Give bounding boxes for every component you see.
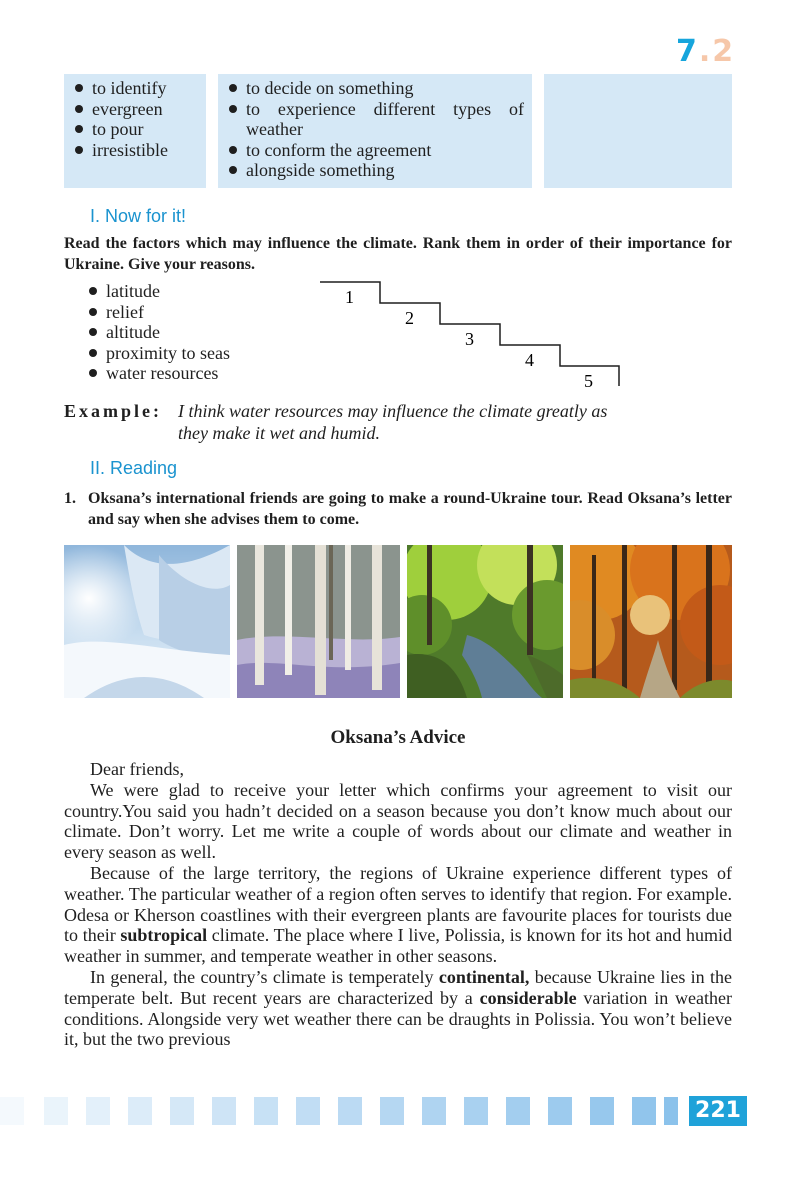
article-title: Oksana’s Advice bbox=[330, 727, 466, 748]
vocab-item: irresistible bbox=[72, 140, 198, 161]
key-term: considerable bbox=[479, 987, 577, 1008]
rank-number: 1 bbox=[345, 287, 354, 307]
section-heading-reading: II. Reading bbox=[90, 458, 178, 478]
vocabulary-box-1 bbox=[64, 74, 206, 188]
factor-list bbox=[88, 281, 230, 384]
photo-autumn-forest bbox=[570, 545, 732, 698]
task-instructions: Read the factors which may influence the climate. Rank them in order of their importance for Ukraine. Give your reasons. bbox=[64, 235, 732, 273]
vocabulary-box-empty bbox=[544, 74, 732, 188]
factor-item: proximity to seas bbox=[88, 343, 230, 364]
vocab-item: to conform the agreement bbox=[226, 140, 524, 161]
example-line-1: I think water resources may influence the climate greatly as bbox=[178, 401, 608, 421]
key-term: continental, bbox=[438, 966, 530, 987]
task-number: 1. bbox=[64, 490, 76, 507]
article-paragraph: We were glad to receive your letter which confirms your agreement to visit our country.You said you hadn’t decided on a season because you don’t know much about our climate. Don’t worry. Let me write a couple of words about our climate and weather in every season as well. bbox=[64, 779, 732, 863]
reading-task-text: Oksana’s international friends are going to make a round-Ukraine tour. Read Oksana’s letter and say when she advises them to come. bbox=[88, 490, 732, 528]
rank-number: 3 bbox=[465, 329, 474, 349]
example-label: Example: bbox=[64, 401, 162, 421]
footer-decoration bbox=[0, 1097, 800, 1125]
page-number: 221 bbox=[689, 1096, 747, 1126]
unit-subnumber: 2 bbox=[712, 34, 736, 69]
unit-dot: . bbox=[698, 34, 713, 69]
article-body bbox=[64, 759, 732, 1050]
rank-number: 4 bbox=[525, 350, 534, 370]
vocab-item: to pour bbox=[72, 119, 198, 140]
unit-number: 7 bbox=[676, 34, 699, 69]
rank-number: 2 bbox=[405, 308, 414, 328]
unit-badge bbox=[676, 34, 735, 69]
factor-item: altitude bbox=[88, 322, 230, 343]
rank-number: 5 bbox=[584, 371, 593, 390]
photo-winter-forest bbox=[64, 545, 230, 698]
factor-item: water resources bbox=[88, 363, 230, 384]
factor-item: relief bbox=[88, 302, 230, 323]
key-term: subtropical bbox=[120, 925, 208, 946]
vocabulary-box-2 bbox=[218, 74, 532, 188]
vocab-item: evergreen bbox=[72, 99, 198, 120]
section-heading-now-for-it: I. Now for it! bbox=[90, 206, 187, 226]
factor-item: latitude bbox=[88, 281, 230, 302]
article-paragraph: In general, the country’s climate is temperately continental, because Ukraine lies in the temperate belt. But recent years are characterized by a considerable variation in weather conditions. Alongside very wet weather there can be draughts in Polissia. You won’t believe it, but the two previous bbox=[64, 966, 733, 1050]
article-paragraph: Because of the large territory, the regions of Ukraine experience different types of weather. The particular weather of a region often serves to identify that region. For example. Odesa or Kherson coastlines with their evergreen plants are favourite places for tourists due to their subtropical climate. The place where I live, Polissia, is known for its hot and humid weather in summer, and temperate weather in other seasons. bbox=[64, 862, 732, 967]
photo-early-spring-birches bbox=[237, 545, 400, 698]
article-greeting: Dear friends, bbox=[90, 759, 184, 779]
vocab-item: to experience different types of weather bbox=[226, 99, 524, 140]
example-block bbox=[64, 400, 732, 444]
vocab-item: alongside something bbox=[226, 160, 524, 181]
reading-task bbox=[64, 488, 732, 530]
vocab-item: to decide on something bbox=[226, 78, 524, 99]
vocab-item: to identify bbox=[72, 78, 198, 99]
ranking-ladder bbox=[318, 280, 628, 390]
example-line-2: they make it wet and humid. bbox=[178, 423, 380, 443]
example-text bbox=[64, 400, 732, 444]
photo-spring-stream bbox=[407, 545, 563, 698]
